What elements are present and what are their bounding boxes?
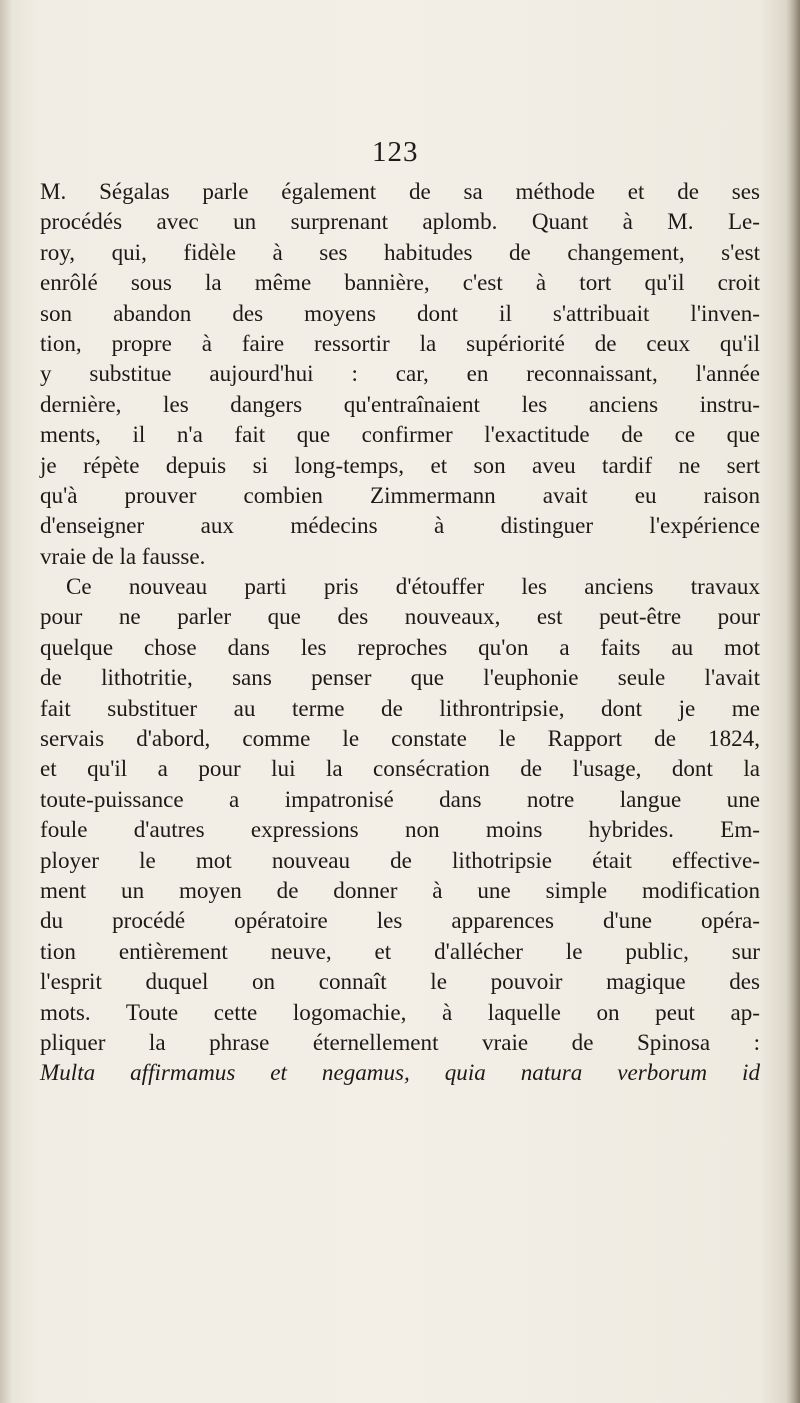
text-line: ment un moyen de donner à une simple modification [40, 876, 760, 903]
text-line: quelque chose dans les reproches qu'on a faits au mot [40, 633, 760, 660]
text-line: d'enseigner aux médecins à distinguer l'expérience [40, 512, 760, 539]
text-line: enrôlé sous la même bannière, c'est à tort qu'il croit [40, 269, 760, 296]
text-line: du procédé opératoire les apparences d'une opéra- [40, 907, 760, 934]
text-line: l'esprit duquel on connaît le pouvoir magique des [40, 968, 760, 995]
text-line: et qu'il a pour lui la consécration de l'usage, dont la [40, 755, 760, 782]
text-line: son abandon des moyens dont il s'attribuait l'inven- [40, 299, 760, 326]
page-number: 123 [372, 136, 419, 168]
text-line: tion entièrement neuve, et d'allécher le public, sur [40, 937, 760, 964]
page-edge-shadow-left [0, 0, 12, 1403]
text-line: M. Ségalas parle également de sa méthode et de ses [40, 178, 760, 204]
text-line: toute-puissance a impatronisé dans notre langue une [40, 785, 760, 812]
text-line: servais d'abord, comme le constate le Rapport de 1824, [40, 725, 760, 752]
body-text [40, 176, 760, 1088]
text-line: qu'à prouver combien Zimmermann avait eu raison [40, 481, 760, 508]
text-line: y substitue aujourd'hui : car, en reconnaissant, l'année [40, 360, 760, 387]
text-line: dernière, les dangers qu'entraînaient les anciens instru- [40, 390, 760, 417]
text-line: pliquer la phrase éternellement vraie de Spinosa : [40, 1028, 760, 1055]
text-line: ployer le mot nouveau de lithotripsie était effective- [40, 846, 760, 873]
text-line: mots. Toute cette logomachie, à laquelle on peut ap- [40, 998, 760, 1025]
text-line: fait substituer au terme de lithrontripsie, dont je me [40, 694, 760, 721]
text-line: de lithotritie, sans penser que l'euphonie seule l'avait [40, 664, 760, 691]
page-edge-shadow-right [786, 0, 800, 1403]
paragraph-start-line: Ce nouveau parti pris d'étouffer les anciens travaux [66, 573, 760, 600]
paragraph-end-line: vraie de la fausse. [40, 542, 206, 569]
text-line: roy, qui, fidèle à ses habitudes de changement, s'est [40, 238, 760, 265]
text-line: foule d'autres expressions non moins hybrides. Em- [40, 816, 760, 843]
text-line: pour ne parler que des nouveaux, est peut-être pour [40, 603, 760, 630]
latin-quote-line: Multa affirmamus et negamus, quia natura verborum id [40, 1059, 760, 1086]
text-line: ments, il n'a fait que confirmer l'exactitude de ce que [40, 421, 760, 448]
text-line: procédés avec un surprenant aplomb. Quant à M. Le- [40, 208, 760, 235]
text-line: tion, propre à faire ressortir la supériorité de ceux qu'il [40, 329, 760, 356]
text-line: je répète depuis si long-temps, et son aveu tardif ne sert [40, 451, 760, 478]
